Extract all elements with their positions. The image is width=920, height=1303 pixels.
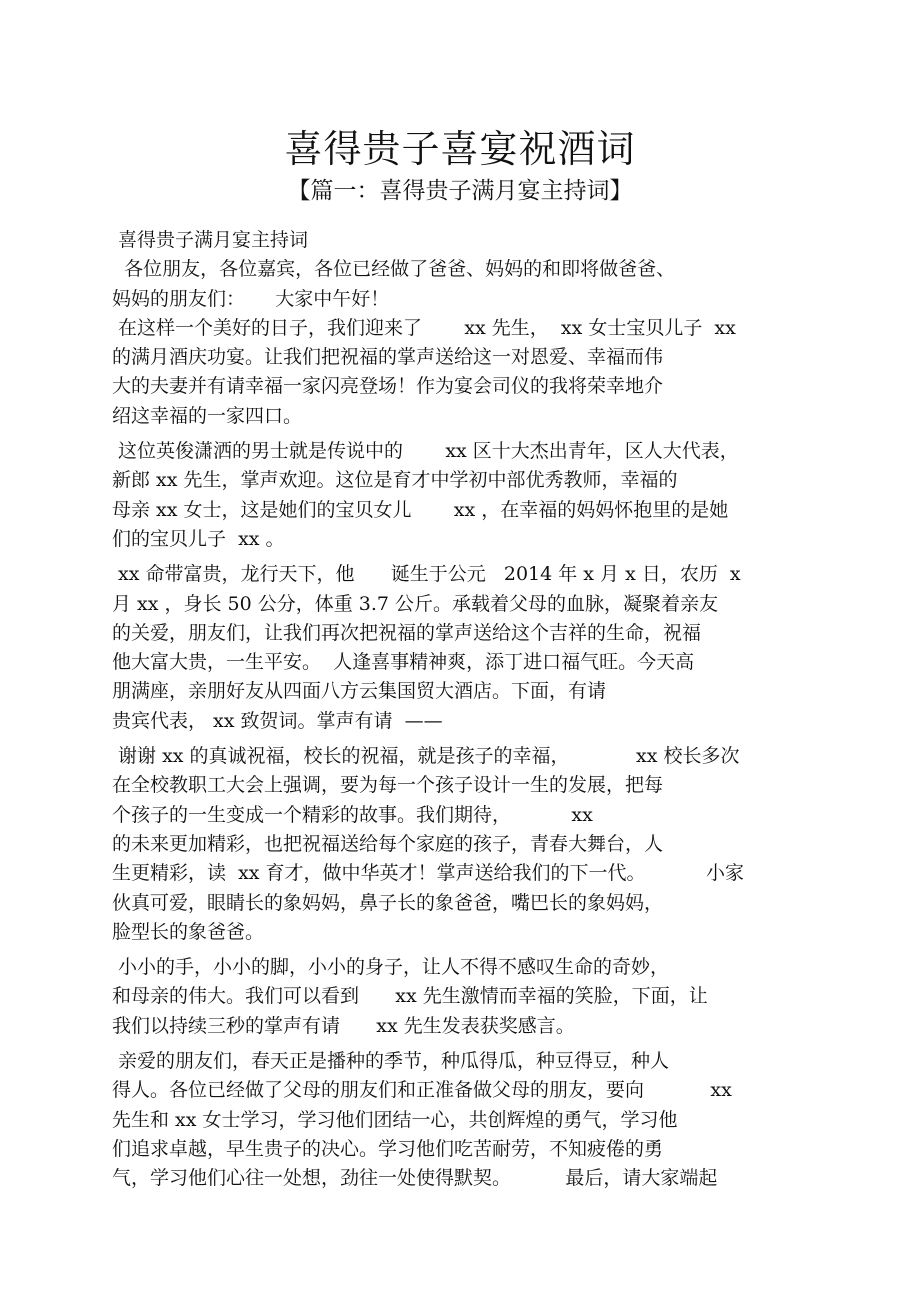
text-line: 的关爱，朋友们，让我们再次把祝福的掌声送给这个吉祥的生命，祝福 [112, 621, 702, 644]
text-line: 妈妈的朋友们： 大家中午好！ [112, 287, 390, 310]
text-line: 脸型长的象爸爸。 [112, 920, 265, 943]
paragraph [112, 226, 802, 255]
paragraph [112, 314, 802, 431]
text-line: 的未来更加精彩，也把祝福送给每个家庭的孩子，青春大舞台，人 [112, 832, 664, 855]
text-line: 新郎 xx 先生，掌声欢迎。这位是育才中学初中部优秀教师，幸福的 [112, 469, 678, 492]
paragraph-gap [112, 1194, 802, 1200]
text-line: 贵宾代表， xx 致贺词。掌声有请 —— [112, 709, 443, 732]
document-subtitle: 【篇一：喜得贵子满月宴主持词】 [287, 178, 633, 204]
text-line: 绍这幸福的一家四口。 [112, 404, 303, 427]
text-line: 这位英俊潇洒的男士就是传说中的 xx 区十大杰出青年，区人大代表， [112, 440, 739, 463]
document-title: 喜得贵子喜宴祝酒词 [284, 127, 636, 171]
text-line: 生更精彩，读 xx 育才，做中华英才！掌声送给我们的下一代。 小家 [112, 862, 744, 885]
text-line: 母亲 xx 女士，这是她们的宝贝女儿 xx ，在幸福的妈妈怀抱里的是她 [112, 498, 729, 521]
text-line: 在全校教职工大会上强调，要为每一个孩子设计一生的发展，把每 [112, 774, 664, 797]
text-line: 和母亲的伟大。我们可以看到 xx 先生激情而幸福的笑脸，下面，让 [112, 985, 708, 1008]
document-body [112, 226, 802, 1200]
paragraph [112, 742, 802, 947]
text-line: 的满月酒庆功宴。让我们把祝福的掌声送给这一对恩爱、幸福而伟 [112, 346, 664, 369]
text-line: 们追求卓越，早生贵子的决心。学习他们吃苦耐劳，不知疲倦的勇 [112, 1137, 664, 1160]
paragraph [112, 437, 802, 554]
text-line: 气，学习他们心往一处想，劲往一处使得默契。 最后，请大家端起 [112, 1167, 718, 1190]
text-line: 谢谢 xx 的真诚祝福，校长的祝福，就是孩子的幸福， xx 校长多次 [112, 745, 740, 768]
text-line: 月 xx ，身长 50 公分，体重 3.7 公斤。承载着父母的血脉，凝聚着亲友 [112, 592, 719, 615]
paragraph [112, 953, 802, 1041]
text-line: 他大富大贵，一生平安。 人逢喜事精神爽，添丁进口福气旺。今天高 [112, 651, 695, 674]
text-line: 小小的手，小小的脚，小小的身子，让人不得不感叹生命的奇妙， [112, 956, 670, 979]
text-line: 们的宝贝儿子 xx 。 [112, 527, 285, 550]
text-line: 个孩子的一生变成一个精彩的故事。我们期待， xx [112, 803, 593, 826]
text-line: 在这样一个美好的日子，我们迎来了 xx 先生， xx 女士宝贝儿子 xx [112, 316, 736, 339]
text-line: 先生和 xx 女士学习，学习他们团结一心，共创辉煌的勇气，学习他 [112, 1108, 678, 1131]
text-line: 大的夫妻并有请幸福一家闪亮登场！作为宴会司仪的我将荣幸地介 [112, 375, 664, 398]
text-line: 伙真可爱，眼睛长的象妈妈，鼻子长的象爸爸，嘴巴长的象妈妈， [112, 891, 664, 914]
text-line: 我们以持续三秒的掌声有请 xx 先生发表获奖感言。 [112, 1014, 575, 1037]
text-line: 各位朋友，各位嘉宾，各位已经做了爸爸、妈妈的和即将做爸爸、 [112, 258, 676, 281]
text-line: 朋满座，亲朋好友从四面八方云集国贸大酒店。下面，有请 [112, 680, 607, 703]
text-line: 得人。各位已经做了父母的朋友们和正准备做父母的朋友，要向 xx [112, 1079, 732, 1102]
paragraph [112, 255, 802, 314]
paragraph [112, 1047, 802, 1193]
paragraph [112, 560, 802, 736]
text-line: 亲爱的朋友们，春天正是播种的季节，种瓜得瓜，种豆得豆，种人 [112, 1050, 670, 1073]
text-line: 喜得贵子满月宴主持词 [112, 229, 309, 251]
text-line: xx 命带富贵，龙行天下，他 诞生于公元 2014 年 x 月 x 日，农历 x [112, 563, 741, 586]
